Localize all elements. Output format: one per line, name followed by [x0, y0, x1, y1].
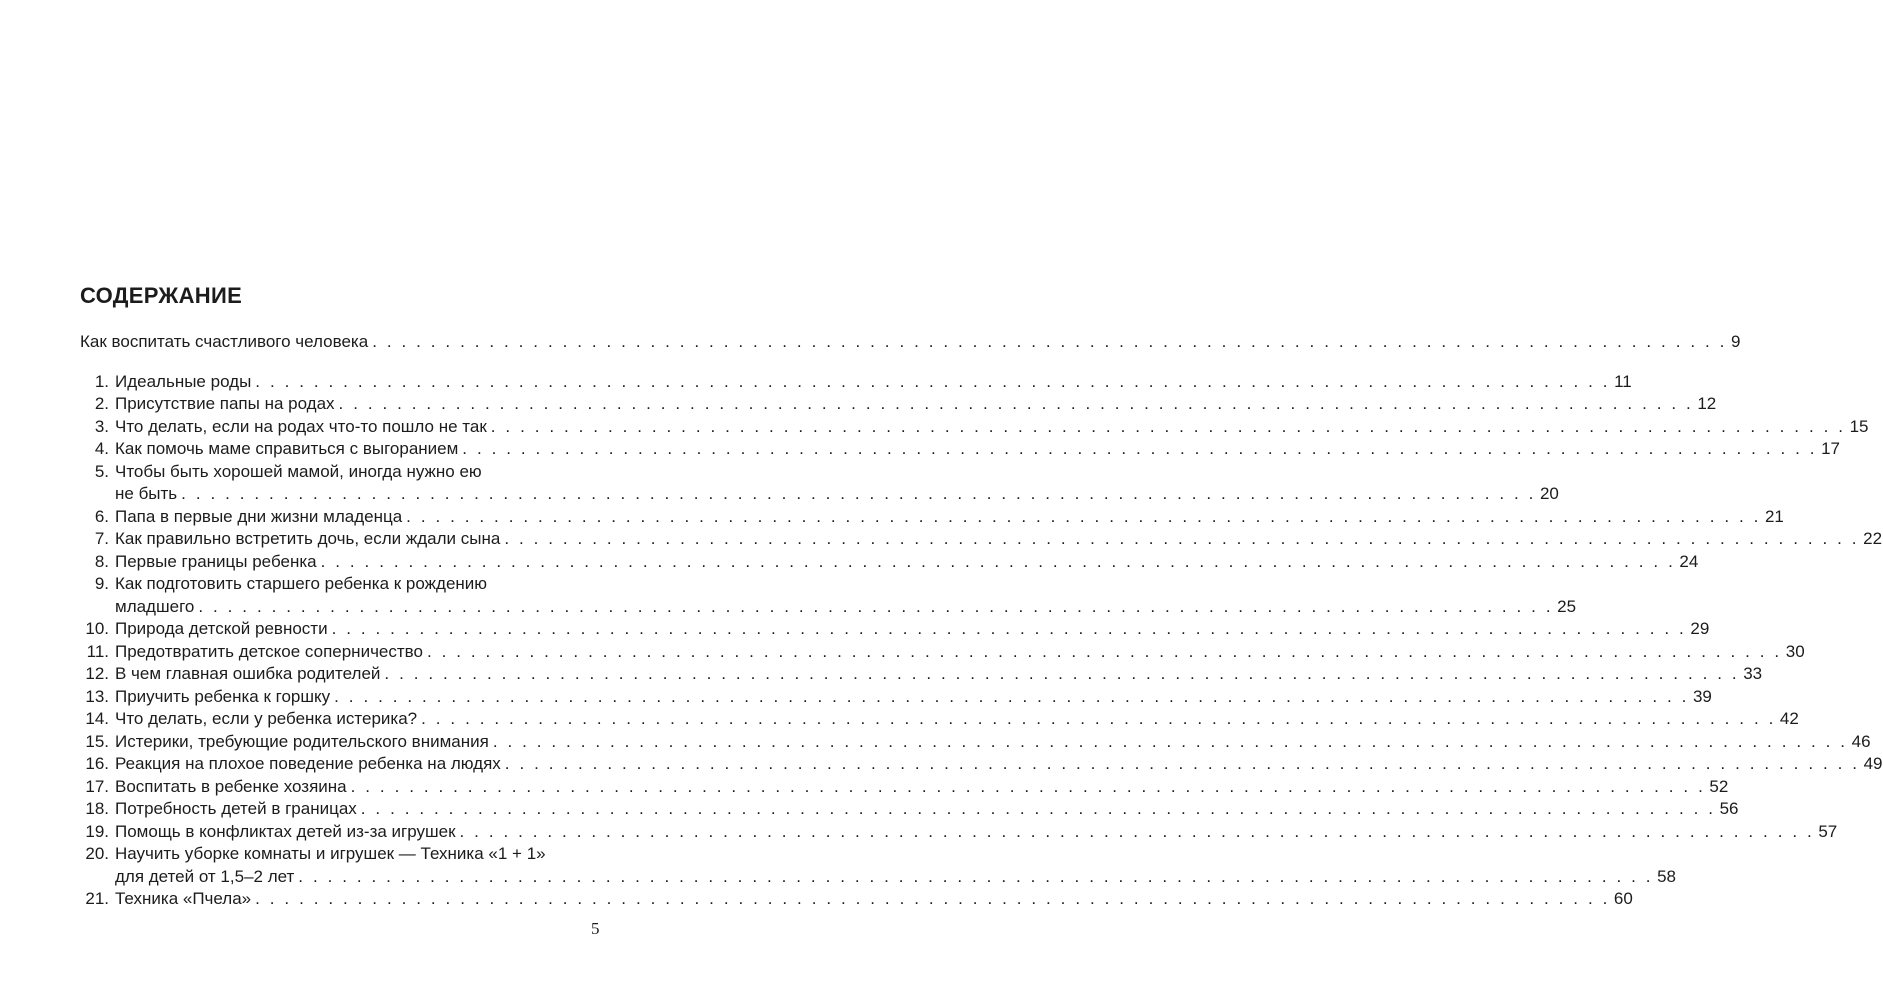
toc-entry-number: 19. — [85, 821, 109, 841]
toc-entry-title: Идеальные роды — [115, 371, 252, 391]
toc-entry-page: 58 — [1657, 866, 1676, 886]
toc-entry-page: 60 — [1613, 889, 1633, 908]
toc-entry-number: 9. — [94, 574, 109, 593]
toc-entry-line — [80, 573, 600, 596]
toc-entry-line — [80, 393, 1717, 416]
toc-entry — [80, 551, 1699, 574]
toc-entry-page: 21 — [1764, 506, 1784, 526]
dot-leader — [423, 641, 1786, 664]
dot-leader — [328, 618, 1691, 641]
dot-leader — [357, 798, 1720, 821]
dot-leader — [489, 731, 1852, 754]
toc-entry — [80, 798, 1739, 821]
toc-entry — [80, 618, 1710, 641]
toc-entry-title: Что делать, если на родах что-то пошло не так — [115, 416, 487, 436]
toc-entry-title: Природа детской ревности — [115, 619, 328, 638]
dot-leader — [500, 528, 1863, 551]
toc-entry-title: Как помочь маме справиться с выгоранием — [115, 439, 459, 458]
toc-entry-number: 3. — [94, 416, 109, 436]
toc-entry-line — [80, 483, 1559, 506]
dot-leader — [294, 866, 1657, 889]
toc-entry — [80, 416, 1869, 439]
toc-entry-line — [80, 596, 1577, 619]
dot-leader — [330, 686, 1693, 709]
toc-entry-line — [80, 753, 1883, 776]
toc-entry-page: 15 — [1849, 416, 1869, 436]
toc-entry-title-continued: не быть — [115, 484, 178, 503]
toc-entry-number: 14. — [85, 709, 109, 728]
toc-entry-number: 6. — [94, 506, 109, 526]
toc-heading: СОДЕРЖАНИЕ — [80, 283, 243, 308]
toc-entry — [80, 438, 1840, 461]
toc-entry-page: 56 — [1719, 799, 1739, 818]
toc-entry-page: 33 — [1743, 664, 1763, 683]
toc-entry-page: 39 — [1692, 686, 1712, 706]
toc-entry-line — [80, 416, 1869, 439]
toc-entry-number: 20. — [85, 844, 109, 863]
toc-entry-title: Папа в первые дни жизни младенца — [115, 506, 403, 526]
toc-entry-number: 21. — [85, 889, 109, 908]
toc-entry-line — [80, 551, 1699, 574]
toc-entry-number: 10. — [85, 619, 109, 638]
dot-leader — [317, 551, 1680, 574]
toc-entry-page: 12 — [1697, 394, 1717, 413]
toc-entry-page: 49 — [1863, 754, 1883, 773]
toc-entry-line — [80, 798, 1739, 821]
toc-entry-number: 16. — [85, 754, 109, 773]
dot-leader — [380, 663, 1743, 686]
dot-leader — [487, 416, 1850, 439]
dot-leader — [456, 821, 1819, 844]
dot-leader — [368, 331, 1731, 354]
toc-entry-title: Потребность детей в границах — [115, 799, 357, 818]
toc-entry — [80, 686, 1712, 709]
toc-entry-title: Предотвратить детское соперничество — [115, 641, 423, 661]
toc-entry-line — [80, 686, 1712, 709]
toc-entry-page: 52 — [1709, 776, 1729, 796]
dot-leader — [251, 888, 1614, 911]
toc-entry — [80, 528, 1883, 551]
dot-leader — [347, 776, 1710, 799]
toc-entry-line — [80, 438, 1840, 461]
toc-entry-line — [80, 528, 1883, 551]
toc-entry-title: В чем главная ошибка родителей — [115, 664, 381, 683]
toc-entry-line — [80, 866, 1676, 889]
toc-entry-number: 18. — [85, 799, 109, 818]
toc-entry-title: Воспитать в ребенке хозяина — [115, 776, 347, 796]
toc-entry-line — [80, 731, 1871, 754]
toc-entry — [80, 821, 1838, 844]
toc-entry-page: 20 — [1539, 484, 1559, 503]
toc-entry-title: Техника «Пчела» — [115, 889, 252, 908]
dot-leader — [177, 483, 1540, 506]
dot-leader — [458, 438, 1821, 461]
toc-entry — [80, 708, 1799, 731]
toc-entry — [80, 776, 1729, 799]
toc-entry-line — [80, 776, 1729, 799]
toc-entry-number: 12. — [85, 664, 109, 683]
toc-entry-page: 11 — [1614, 371, 1632, 391]
toc-entry-number: 13. — [85, 686, 109, 706]
toc-entry — [80, 641, 1805, 664]
dot-leader — [417, 708, 1780, 731]
toc-entry-title: Присутствие папы на родах — [115, 394, 335, 413]
toc-entry-line — [80, 371, 1632, 394]
table-of-contents — [80, 331, 1883, 911]
dot-leader — [501, 753, 1864, 776]
toc-entry-line — [80, 663, 1763, 686]
toc-entry-title: Как воспитать счастливого человека — [80, 332, 369, 351]
toc-entry-title-continued: для детей от 1,5–2 лет — [115, 866, 295, 886]
toc-entry-title: Чтобы быть хорошей мамой, иногда нужно ею — [115, 461, 482, 481]
toc-entry-page: 25 — [1557, 596, 1577, 616]
dot-leader — [251, 371, 1614, 394]
toc-entry — [80, 843, 1676, 888]
toc-entry-title: Как правильно встретить дочь, если ждали сына — [115, 529, 501, 548]
toc-entry-line — [80, 708, 1799, 731]
toc-entry-number: 4. — [94, 439, 109, 458]
toc-entry-title: Как подготовить старшего ребенка к рождению — [115, 574, 488, 593]
toc-entry-line — [80, 641, 1805, 664]
toc-entry — [80, 731, 1871, 754]
toc-intro-entry — [80, 331, 1741, 354]
toc-entry-number: 8. — [94, 551, 109, 571]
toc-entry — [80, 506, 1784, 529]
toc-entry-page: 22 — [1863, 529, 1883, 548]
toc-entry-number: 17. — [85, 776, 109, 796]
toc-entry-number: 15. — [85, 731, 109, 751]
toc-entry-title: Научить уборке комнаты и игрушек — Техника «1 + 1» — [115, 844, 546, 863]
toc-entry — [80, 663, 1763, 686]
toc-entry-title: Что делать, если у ребенка истерика? — [115, 709, 418, 728]
toc-entry-title: Первые границы ребенка — [115, 551, 317, 571]
page-number: 5 — [591, 919, 600, 938]
toc-entry-page: 9 — [1730, 332, 1741, 351]
toc-entry-line — [80, 843, 600, 866]
toc-entry — [80, 573, 1577, 618]
toc-entry-line — [80, 821, 1838, 844]
dot-leader — [335, 393, 1698, 416]
toc-entry-number: 11. — [86, 641, 109, 661]
toc-entry-title: Помощь в конфликтах детей из-за игрушек — [115, 821, 456, 841]
dot-leader — [194, 596, 1557, 619]
toc-entry-line — [80, 461, 600, 484]
toc-entry-number: 7. — [94, 529, 109, 548]
toc-entry-page: 42 — [1779, 709, 1799, 728]
toc-entry-page: 30 — [1785, 641, 1805, 661]
toc-entry-number: 5. — [94, 461, 109, 481]
toc-entry-page: 17 — [1821, 439, 1840, 458]
toc-entry-page: 29 — [1690, 619, 1710, 638]
toc-entry — [80, 888, 1633, 911]
toc-entry-number: 2. — [94, 394, 109, 413]
toc-entry-line — [80, 618, 1710, 641]
toc-entry-line — [80, 888, 1633, 911]
toc-entry — [80, 371, 1632, 394]
toc-entry-title-continued: младшего — [115, 596, 195, 616]
dot-leader — [402, 506, 1765, 529]
toc-entry — [80, 753, 1883, 776]
toc-entry-number: 1. — [94, 371, 109, 391]
toc-entry — [80, 461, 1559, 506]
toc-entry-page: 46 — [1851, 731, 1871, 751]
toc-entry-page: 57 — [1818, 821, 1838, 841]
toc-entry-title: Приучить ребенка к горшку — [115, 686, 331, 706]
toc-entry — [80, 393, 1717, 416]
toc-entry-line — [80, 506, 1784, 529]
toc-entry-title: Истерики, требующие родительского внимания — [115, 731, 489, 751]
toc-entry-title: Реакция на плохое поведение ребенка на людях — [115, 754, 501, 773]
toc-entry-page: 24 — [1679, 551, 1699, 571]
